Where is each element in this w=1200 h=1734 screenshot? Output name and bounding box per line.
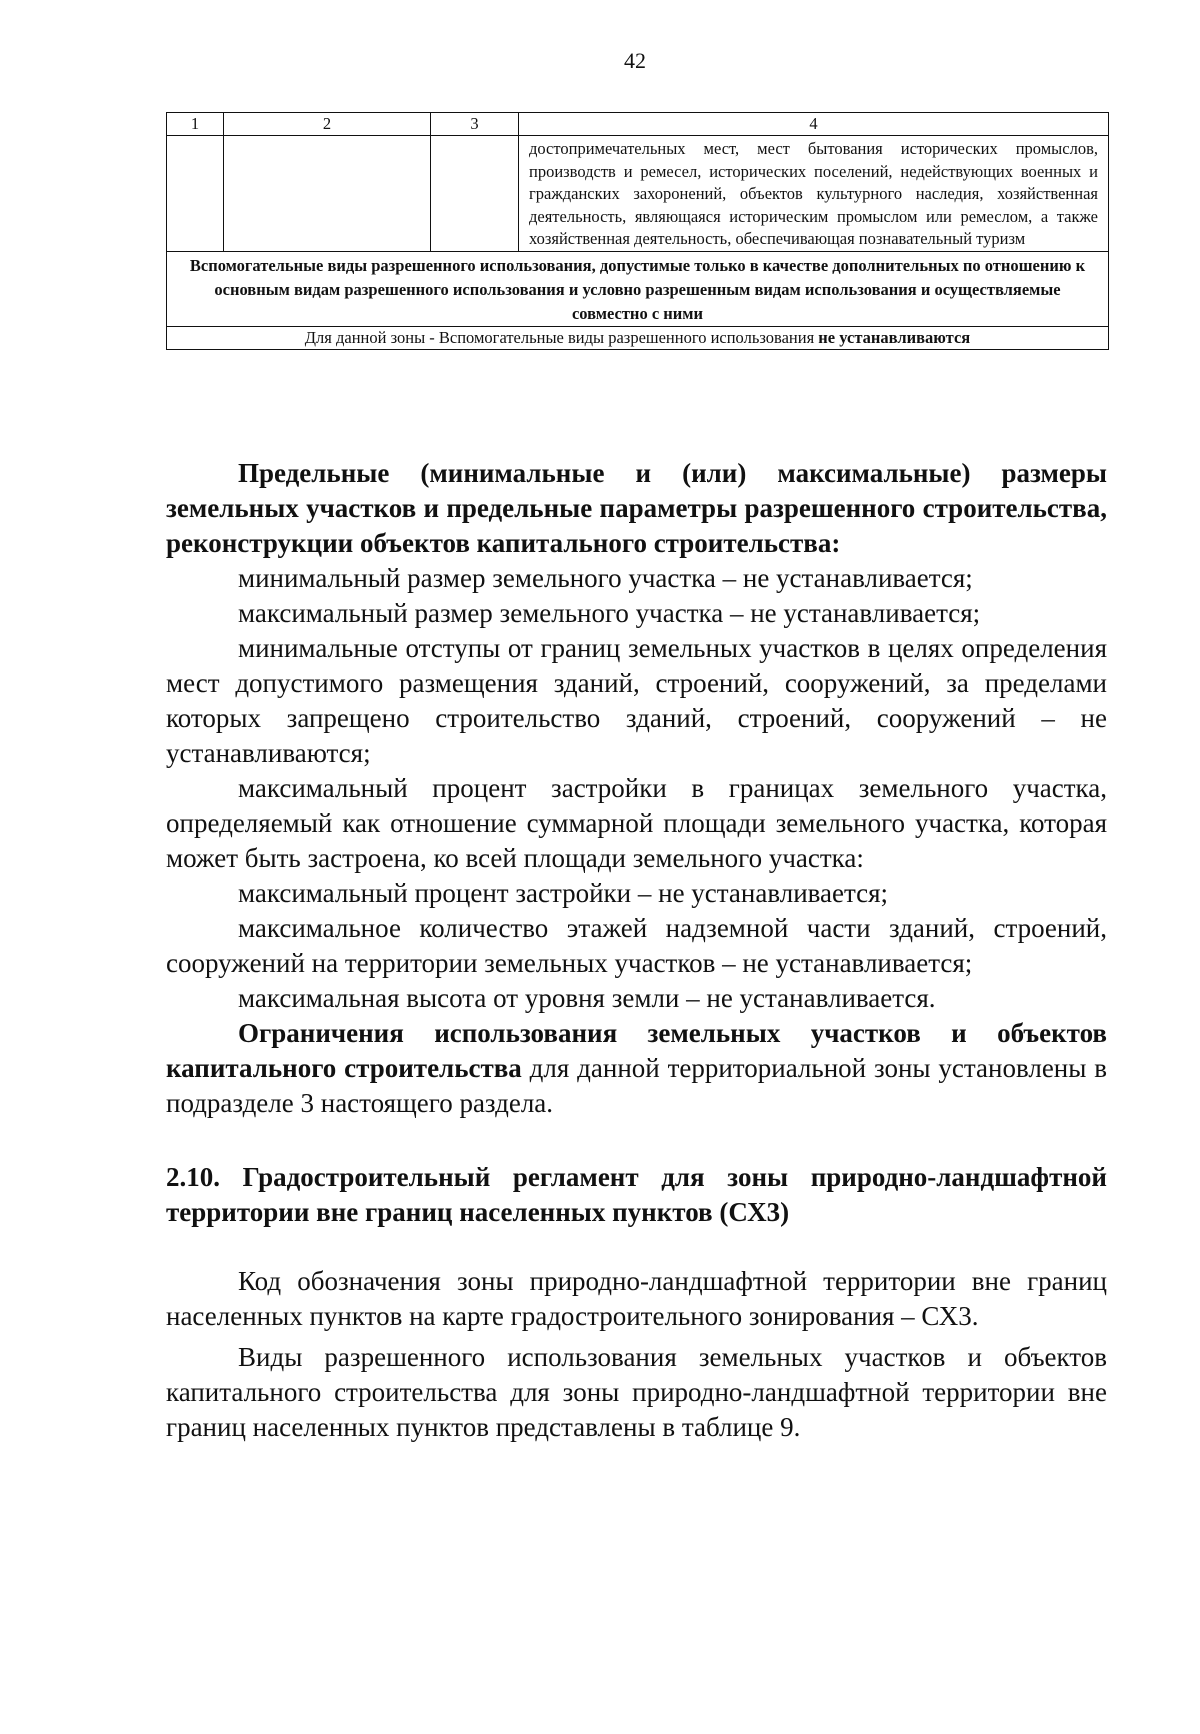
table-cell-empty: [224, 136, 431, 252]
table-header-row: [167, 113, 1109, 136]
column-header-3: 3: [431, 113, 519, 136]
section-paragraph: Виды разрешенного использования земельных участков и объектов капитального строительства для зоны природно-ландшафтной территории вне границ населенных пунктов представлены в таблице 9.: [166, 1342, 1107, 1442]
section-block: [166, 1160, 1107, 1445]
column-header-4: 4: [519, 113, 1109, 136]
page-number: 42: [624, 48, 646, 73]
limit-item: минимальные отступы от границ земельных участков в целях определения мест допустимого размещения зданий, строений, сооружений, за пределами которых запрещено строительство зданий, строений, сооружений – не устанавливаются;: [166, 633, 1107, 768]
limit-item: максимальный процент застройки в границах земельного участка, определяемый как отношение суммарной площади земельного участка, которая может быть застроена, ко всей площади земельного участка:: [166, 773, 1107, 873]
table-cell-empty: [167, 136, 224, 252]
section-title: 2.10. Градостроительный регламент для зоны природно-ландшафтной территории вне границ населенных пунктов (СХ3): [166, 1162, 1107, 1227]
column-header-2: 2: [224, 113, 431, 136]
limit-item: максимальный процент застройки – не устанавливается;: [238, 878, 889, 908]
zone-note-prefix: Для данной зоны - Вспомогательные виды разрешенного использования: [304, 327, 819, 347]
restrictions-bold: Ограничения использования земельных участков и объектов капитального строительства: [166, 1018, 1107, 1083]
table-aux-heading-row: [167, 251, 1109, 326]
limit-item: максимальное количество этажей надземной части зданий, строений, сооружений на территории земельных участков – не устанавливается;: [166, 913, 1107, 978]
aux-uses-heading: Вспомогательные виды разрешенного использования, допустимые только в качестве дополнительных по отношению к основным видам разрешенного использования и условно разрешенным видам использования и осуществляемые совместно с ними: [167, 251, 1109, 326]
section-paragraph: Код обозначения зоны природно-ландшафтной территории вне границ населенных пунктов на карте градостроительного зонирования – СХ3.: [166, 1266, 1107, 1331]
zone-note-bold: не устанавливаются: [818, 327, 971, 347]
restrictions-rest: для данной территориальной зоны установлены в подразделе 3 настоящего раздела.: [166, 1053, 1107, 1118]
table-zone-note-row: [167, 326, 1109, 349]
table-cell-empty: [431, 136, 519, 252]
limits-block: [166, 456, 1107, 1121]
zoning-table: [166, 112, 1109, 350]
restrictions-paragraph: [166, 1016, 1107, 1121]
table-cell-description: достопримечательных мест, мест бытования исторических промыслов, производств и ремесел, исторических поселений, недействующих военных и гражданских захоронений, объектов культурного наследия, хозяйственная деятельность, являющаяся историческим промыслом или ремеслом, а также хозяйственная деятельность, обеспечивающая познавательный туризм: [519, 136, 1109, 252]
limit-item: максимальный размер земельного участка – не устанавливается;: [238, 598, 981, 628]
limit-item: минимальный размер земельного участка – не устанавливается;: [238, 563, 973, 593]
table-row: [167, 136, 1109, 252]
zone-note: [167, 326, 1109, 349]
limits-heading: Предельные (минимальные и (или) максимальные) размеры земельных участков и предельные параметры разрешенного строительства, реконструкции объектов капитального строительства:: [166, 458, 1107, 558]
column-header-1: 1: [167, 113, 224, 136]
limit-item: максимальная высота от уровня земли – не устанавливается.: [238, 983, 936, 1013]
